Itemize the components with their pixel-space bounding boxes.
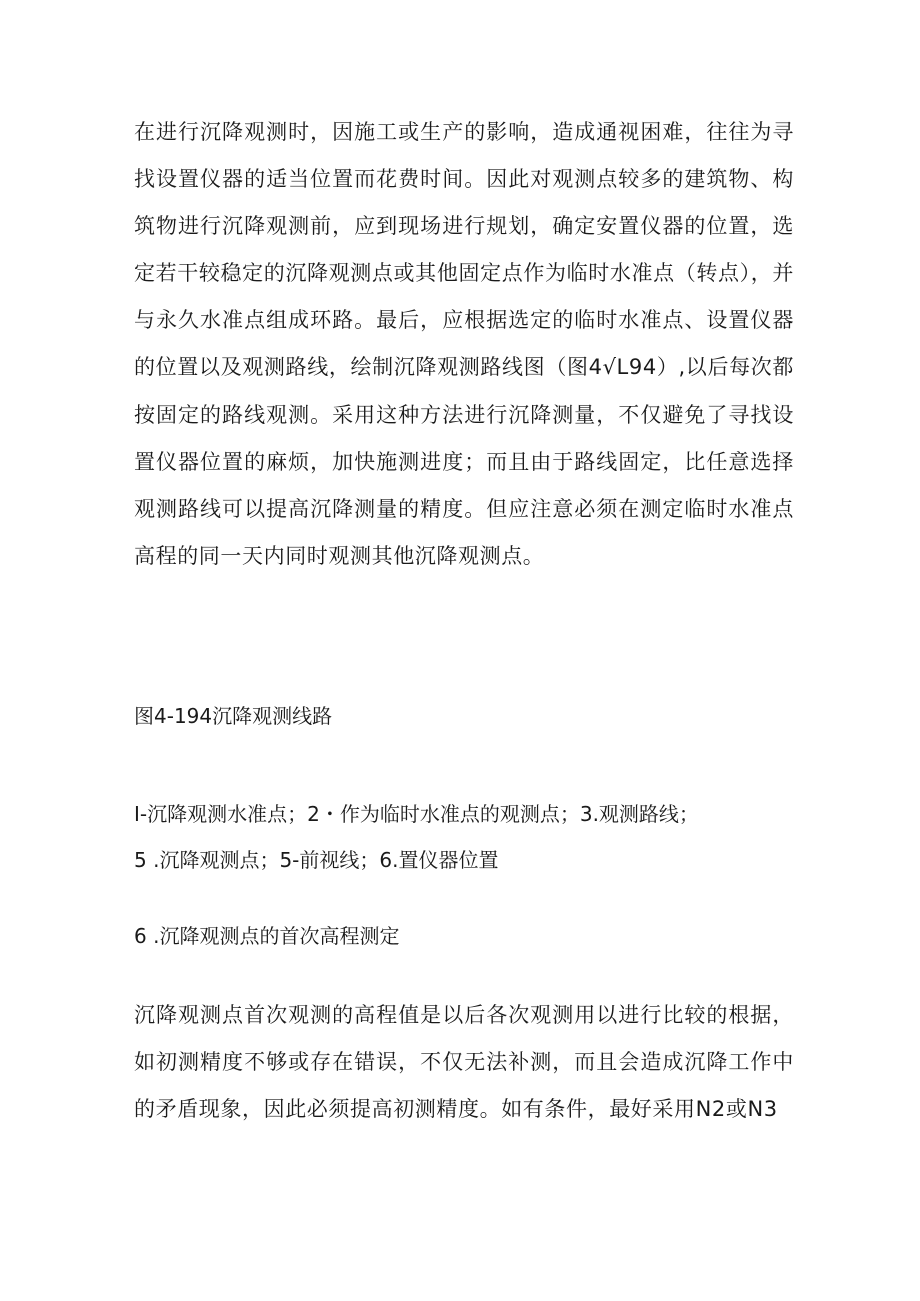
section-heading: 6 .沉降观测点的首次高程测定: [134, 924, 400, 948]
body-paragraph-1: 在进行沉降观测时，因施工或生产的影响，造成通视困难，往往为寻找设置仪器的适当位置而花费时间。因此对观测点较多的建筑物、构筑物进行沉降观测前，应到现场进行规划，确定安置仪器的位置，选定若干较稳定的沉降观测点或其他固定点作为临时水准点（转点），并与永久水准点组成环路。最后，应根据选定的临时水准点、设置仪器的位置以及观测路线，绘制沉降观测路线图（图4√L94）,以后每次都按固定的路线观测。采用这种方法进行沉降测量，不仅避免了寻找设置仪器位置的麻烦，加快施测进度；而且由于路线固定，比任意选择观测路线可以提高沉降测量的精度。但应注意必须在测定临时水准点高程的同一天内同时观测其他沉降观测点。: [134, 120, 794, 568]
figure-legend-line-1: I-沉降观测水准点；2・作为临时水准点的观测点；3.观测路线；: [134, 802, 699, 826]
figure-legend-line-2: 5 .沉降观测点；5-前视线；6.置仪器位置: [134, 848, 499, 872]
figure-caption: 图4-194沉降观测线路: [134, 704, 333, 728]
body-paragraph-2: 沉降观测点首次观测的高程值是以后各次观测用以进行比较的根据，如初测精度不够或存在错误，不仅无法补测，而且会造成沉降工作中的矛盾现象，因此必须提高初测精度。如有条件，最好采用N2或N3: [134, 1003, 794, 1122]
